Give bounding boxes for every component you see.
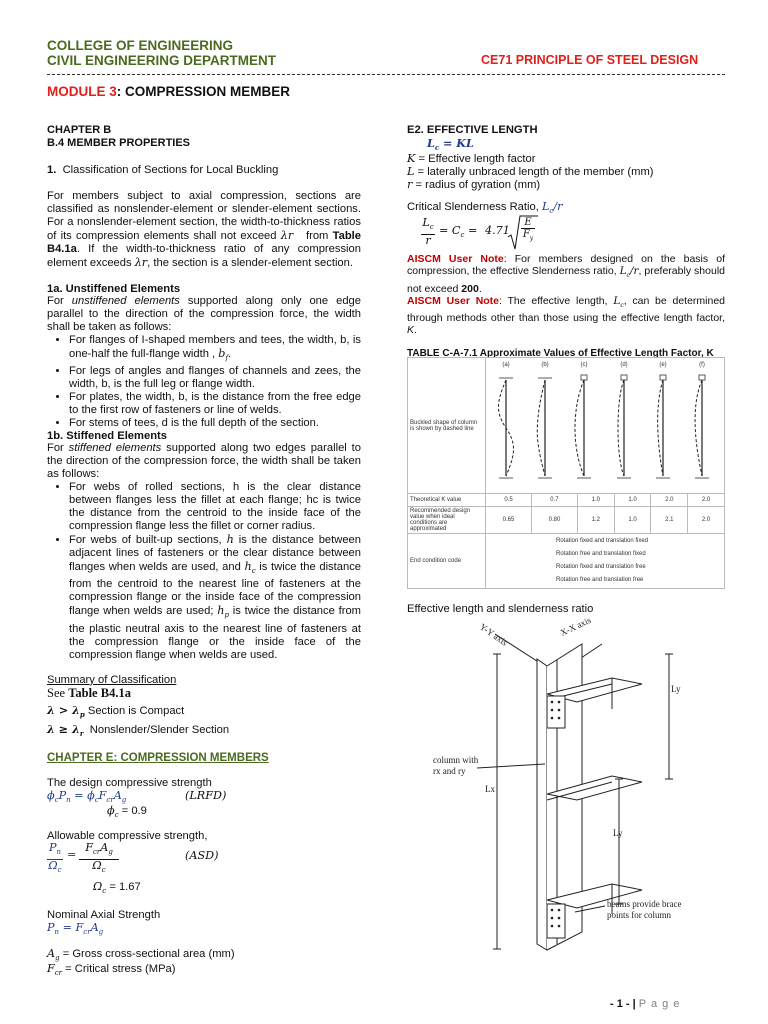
- effective-length-figure: [407, 614, 727, 959]
- list-item: • For stems of tees, d is the full depth of the section.: [69, 417, 361, 430]
- effective-length-eq: $L_c$ = KL: [427, 136, 474, 153]
- k-cell: 1.0: [577, 494, 614, 507]
- e2-heading: E2. EFFECTIVE LENGTH: [407, 124, 538, 136]
- chapter-b-heading: CHAPTER B: [47, 124, 112, 136]
- buckled-shapes: [486, 358, 724, 491]
- user-note-1: AISCM User Note: For members designed on the basis of compression, the effective Slenderness ratio, $L_c/r$, preferably should not exceed 200.: [407, 253, 725, 295]
- page-footer: [610, 998, 680, 1010]
- fcr-definition: $F_{cr}$ = Critical stress (MPa): [47, 962, 176, 978]
- k-cell: 1.2: [577, 507, 614, 534]
- phi-value: $\phi_c = 0.9$: [107, 804, 147, 820]
- figure-caption: Effective length and slenderness ratio: [407, 603, 594, 615]
- k-cell: 0.80: [531, 507, 577, 534]
- code-item: Rotation fixed and translation fixed: [556, 538, 649, 544]
- k-cell: 2.0: [688, 507, 725, 534]
- xx-axis-label: X-X axis: [558, 614, 593, 638]
- k-cell: 2.0: [688, 494, 725, 507]
- page-number: - 1 - |: [610, 998, 636, 1010]
- ly-top-label: Ly: [671, 684, 681, 694]
- page-word: P a g e: [638, 998, 681, 1010]
- list-item: • For webs of rolled sections, h is the clear distance between flanges less the fillet at each flange; hc is twice the distance from the centroid to the inside face of the compression flange less the fillet or corner radius.: [69, 481, 361, 533]
- para-classification: For members subject to axial compression, sections are classified as nonslender-element or slender-element sections. For a nonslender-element section, the width-to-thickness ratios of its compression elements shall not exceed λr from Table B4.1a. If the width-to-thickness ratio of any compression element exceeds λr, the section is a slender-element section.: [47, 190, 362, 269]
- b4-heading: B.4 MEMBER PROPERTIES: [47, 137, 191, 149]
- k-definition: K = Effective length factor: [407, 152, 536, 166]
- stiffened-list: [47, 481, 361, 661]
- column-with-label: column with: [433, 755, 479, 765]
- k-cell: 1.0: [614, 494, 651, 507]
- allowable-label: Allowable compressive strength,: [47, 830, 208, 843]
- h-stiffened: 1b. Stiffened Elements: [47, 430, 167, 443]
- list-item: • For legs of angles and flanges of channels and zees, the width, b, is the full leg or flange width.: [69, 365, 361, 391]
- k-cell: 0.5: [486, 494, 532, 507]
- case-b: (b): [541, 362, 549, 368]
- module-title: MODULE 3: COMPRESSION MEMBER: [47, 84, 291, 99]
- brace-label-1: beams provide brace: [607, 899, 682, 909]
- para-unstiffened: For unstiffened elements supported along only one edge parallel to the direction of the compression force, the width shall be taken as follows:: [47, 295, 361, 333]
- user-note-2: AISCM User Note: The effective length, $L_c$, can be determined through methods other than those using the effective length factor, K.: [407, 294, 726, 336]
- slender-rule: $\lambda \ge \lambda_r$ Nonslender/Slender Section: [47, 721, 230, 739]
- rx-ry-label: rx and ry: [433, 766, 466, 776]
- code-item: Rotation fixed and translation free: [556, 564, 646, 570]
- lrfd-equation: $\phi_cP_n = \phi_cF_{cr}A_g$ (LRFD): [47, 789, 227, 805]
- k-cell: 2.0: [651, 494, 688, 507]
- buckled-shape-label: Buckled shape of column is shown by dashed line: [408, 358, 486, 494]
- list-item: • For flanges of I-shaped members and tees, the width, b, is one-half the full-flange width , $b_f$.: [69, 334, 361, 365]
- r-definition: r = radius of gyration (mm): [407, 178, 541, 192]
- header-divider: [47, 74, 725, 75]
- left-column: [47, 124, 361, 977]
- unstiffened-list: [47, 334, 361, 430]
- h-unstiffened: 1a. Unstiffened Elements: [47, 283, 181, 295]
- k-cell: 0.7: [531, 494, 577, 507]
- summary-title: Summary of Classification: [47, 673, 177, 686]
- k-cell: 0.65: [486, 507, 532, 534]
- nominal-equation: $P_n = F_{cr}A_g$: [47, 920, 104, 936]
- case-f: (f): [699, 362, 705, 368]
- k-factor-table: [407, 357, 725, 589]
- case-e: (e): [659, 362, 667, 368]
- k-cell: 2.1: [651, 507, 688, 534]
- ly-bot-label: Ly: [613, 828, 623, 838]
- ag-definition: $A_g$ = Gross cross-sectional area (mm): [47, 946, 235, 963]
- brace-label-2: points for column: [607, 910, 671, 920]
- compact-rule: $\lambda > \lambda_p$ Section is Compact: [47, 702, 185, 719]
- nominal-label: Nominal Axial Strength: [47, 908, 161, 921]
- item1-heading: 1. Classification of Sections for Local Buckling: [47, 164, 279, 176]
- table-caption: TABLE C-A-7.1 Approximate Values of Effective Length Factor, K: [407, 347, 714, 359]
- end-condition-label: End condition code: [408, 534, 486, 589]
- recommended-label: Recommended design value when ideal conditions are approximated: [408, 507, 486, 534]
- chapter-e-heading: CHAPTER E: COMPRESSION MEMBERS: [47, 752, 269, 765]
- course-title: CE71 PRINCIPLE OF STEEL DESIGN: [481, 53, 699, 67]
- omega-value: $\Omega_c = 1.67$: [93, 880, 141, 896]
- asd-equation: $P_n$ $\Omega_c$ = $F_{cr}A_g$ $\Omega_c$ (ASD): [48, 841, 219, 874]
- l-definition: L = laterally unbraced length of the member (mm): [407, 165, 654, 179]
- yy-axis-label: Y-Y axis: [477, 621, 510, 648]
- lx-label: Lx: [485, 784, 495, 794]
- k-cell: 1.0: [614, 507, 651, 534]
- critical-equation: $L_c$ r = $C_c$ = 4.71 E $F_y$: [407, 215, 725, 253]
- design-strength-label: The design compressive strength: [47, 777, 212, 790]
- right-column: [407, 124, 725, 360]
- list-item: • For webs of built-up sections, h is the distance between adjacent lines of fasteners or the clear distance between flanges when welds are used, and $h_c$ is twice the distance from the centroid to the nearest line of fasteners at the compression flange or the inside face of the compression flange when welds are used; $h_p$ is twice the distance from the plastic neutral axis to the nearest line of fasteners at the compression flange or the inside face of the compression flange when welds are used.: [69, 533, 361, 661]
- case-c: (c): [580, 362, 588, 368]
- case-d: (d): [620, 362, 628, 368]
- see-table: See Table B4.1a: [47, 685, 131, 700]
- department-name: CIVIL ENGINEERING DEPARTMENT: [47, 53, 277, 68]
- theoretical-label: Theoretical K value: [408, 494, 486, 507]
- code-item: Rotation free and translation fixed: [556, 551, 646, 557]
- code-item: Rotation free and translation free: [556, 577, 644, 583]
- para-stiffened: For stiffened elements supported along two edges parallel to the direction of the compression force, the width shall be taken as follows:: [47, 442, 362, 481]
- case-a: (a): [502, 362, 510, 368]
- critical-label: Critical Slenderness Ratio, $L_c/r$: [407, 200, 563, 216]
- list-item: • For plates, the width, b, is the distance from the free edge to the first row of fasteners or line of welds.: [69, 391, 361, 417]
- college-name: COLLEGE OF ENGINEERING: [47, 38, 234, 53]
